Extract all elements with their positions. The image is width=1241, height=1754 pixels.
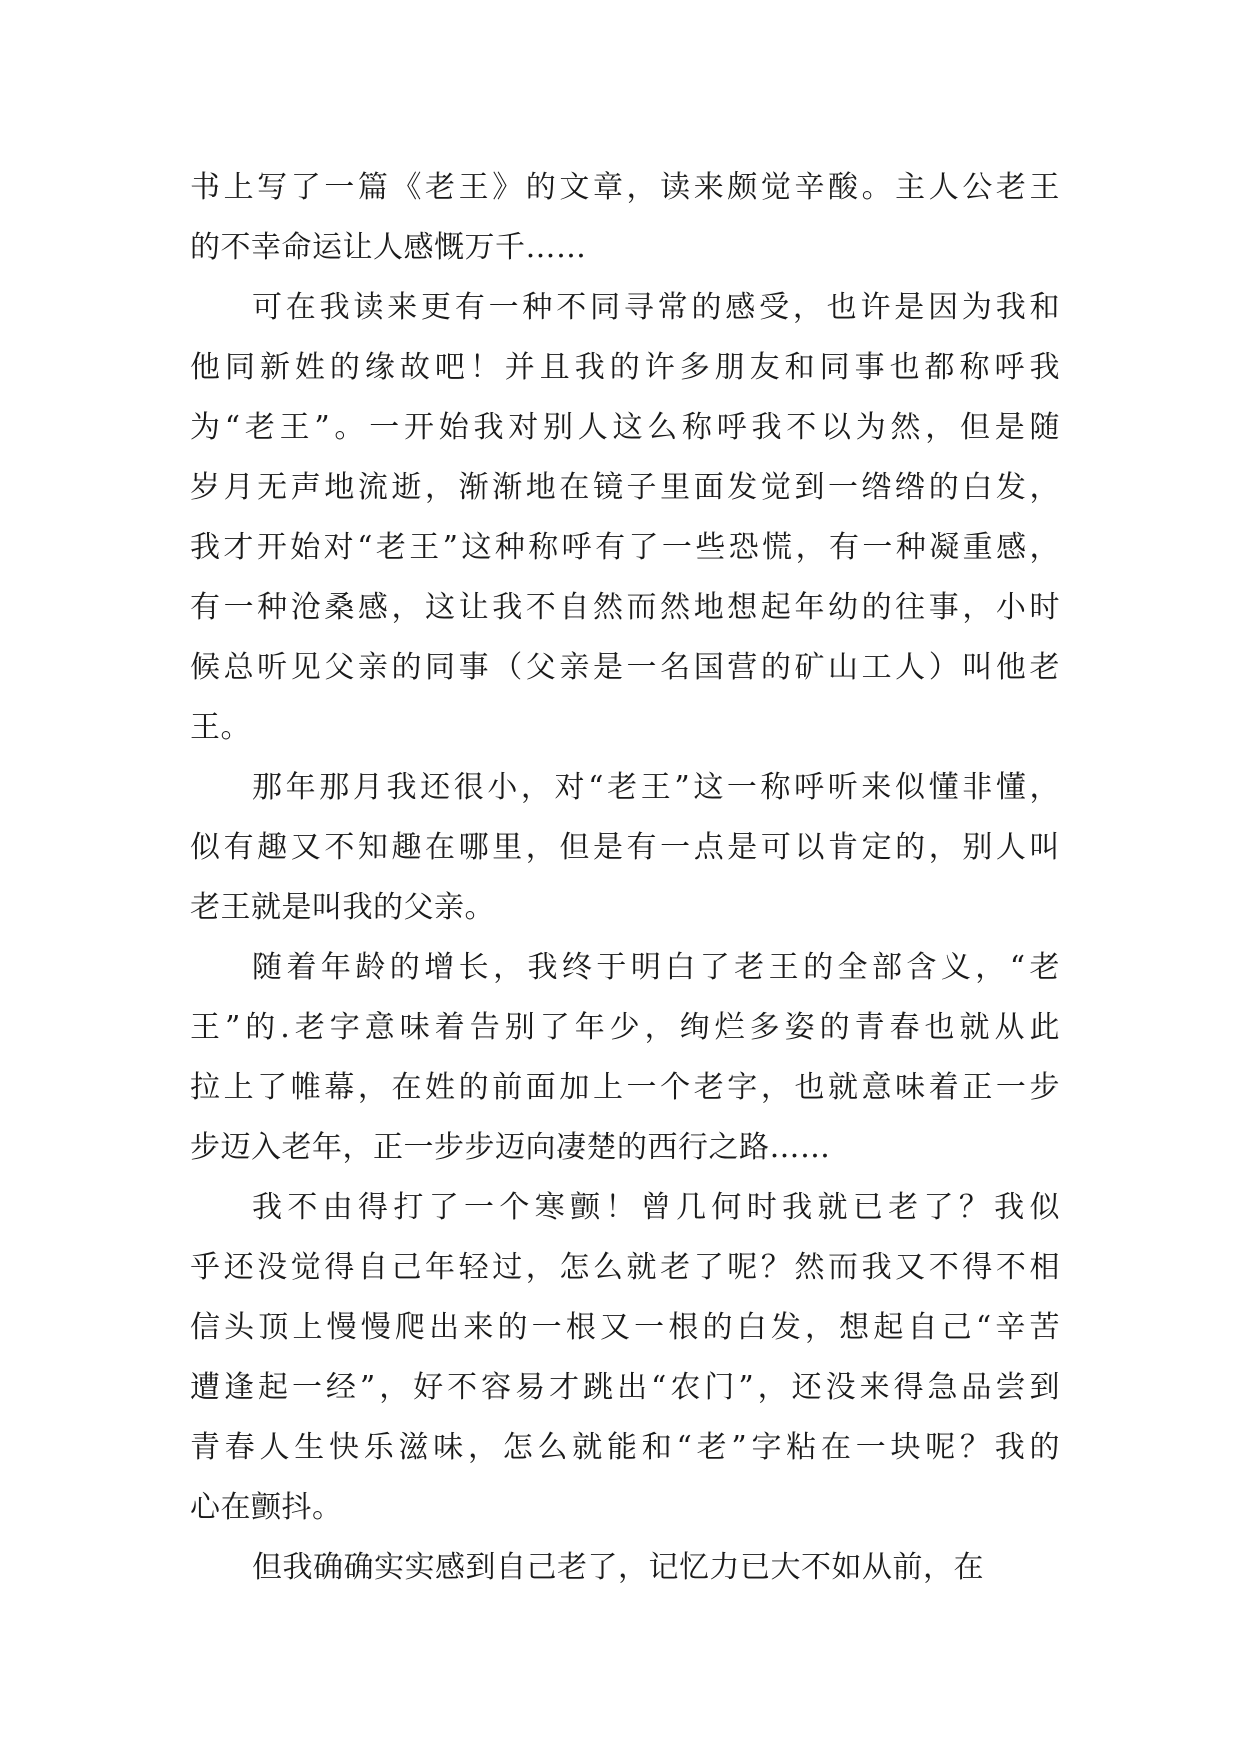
text-line: 信头顶上慢慢爬出来的一根又一根的白发，想起自己“辛苦 (190, 1310, 1060, 1345)
text-line: 候总听见父亲的同事（父亲是一名国营的矿山工人）叫他老 (190, 650, 1060, 685)
text-line: 有一种沧桑感，这让我不自然而然地想起年幼的往事，小时 (190, 590, 1060, 625)
text-line: 拉上了帷幕，在姓的前面加上一个老字，也就意味着正一步 (190, 1070, 1060, 1105)
text-line: 为“老王”。一开始我对别人这么称呼我不以为然，但是随 (190, 410, 1060, 445)
body-text (190, 158, 1060, 1598)
text-line: 乎还没觉得自己年轻过，怎么就老了呢？然而我又不得不相 (190, 1250, 1060, 1285)
text-line: 书上写了一篇《老王》的文章，读来颇觉辛酸。主人公老王 (190, 170, 1060, 205)
text-line: 王”的.老字意味着告别了年少，绚烂多姿的青春也就从此 (190, 1010, 1060, 1045)
text-line: 心在颤抖。 (190, 1490, 343, 1525)
paragraph-first-line: 我不由得打了一个寒颤！曾几何时我就已老了？我似 (252, 1190, 1060, 1225)
paragraph-first-line: 但我确确实实感到自己老了，记忆力已大不如从前，在 (252, 1550, 984, 1585)
text-line: 青春人生快乐滋味，怎么就能和“老”字粘在一块呢？我的 (190, 1430, 1060, 1465)
text-line: 似有趣又不知趣在哪里，但是有一点是可以肯定的，别人叫 (190, 830, 1060, 865)
text-line: 岁月无声地流逝，渐渐地在镜子里面发觉到一绺绺的白发， (190, 470, 1060, 505)
paragraph-first-line: 那年那月我还很小，对“老王”这一称呼听来似懂非懂， (252, 770, 1060, 805)
paragraph-first-line: 随着年龄的增长，我终于明白了老王的全部含义，“老 (252, 950, 1060, 985)
text-line: 的不幸命运让人感慨万千…… (190, 230, 587, 265)
text-line: 我才开始对“老王”这种称呼有了一些恐慌，有一种凝重感， (190, 530, 1060, 565)
text-line: 遭逢起一经”，好不容易才跳出“农门”，还没来得急品尝到 (190, 1370, 1060, 1405)
paragraph-first-line: 可在我读来更有一种不同寻常的感受，也许是因为我和 (252, 290, 1060, 325)
text-line: 他同新姓的缘故吧！并且我的许多朋友和同事也都称呼我 (190, 350, 1060, 385)
text-line: 王。 (190, 710, 251, 745)
text-line: 步迈入老年，正一步步迈向凄楚的西行之路…… (190, 1130, 831, 1165)
text-line: 老王就是叫我的父亲。 (190, 890, 495, 925)
